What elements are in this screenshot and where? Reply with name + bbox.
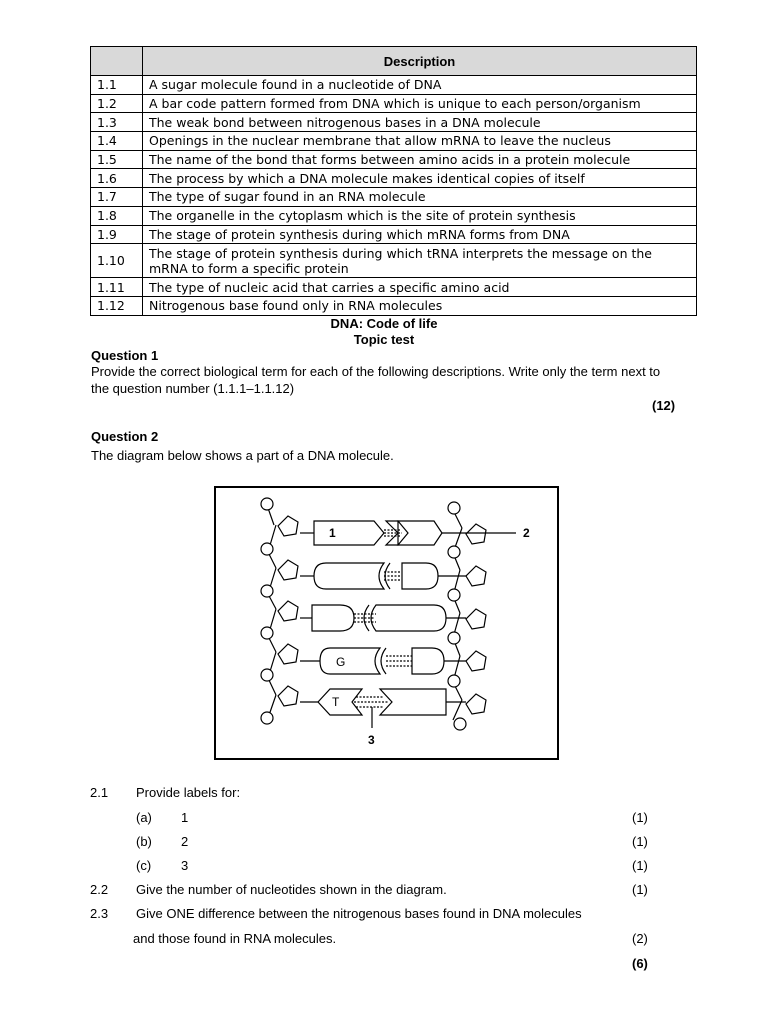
question1-heading: Question 1	[91, 348, 159, 363]
row-number: 1.5	[91, 150, 143, 169]
q2-1b-marks: (1)	[632, 834, 648, 849]
q2-1a-num: (a)	[136, 810, 152, 825]
row-description: The process by which a DNA molecule makes identical copies of itself	[143, 169, 697, 188]
q2-1-num: 2.1	[90, 785, 109, 800]
table-row	[91, 94, 697, 113]
table-row	[91, 150, 697, 169]
q2-1b-text: 2	[181, 834, 189, 849]
table-row	[91, 244, 697, 278]
diagram-label-1: 1	[329, 526, 336, 540]
diagram-label-2: 2	[523, 526, 530, 540]
table-row	[91, 113, 697, 132]
row-description: The stage of protein synthesis during which mRNA forms from DNA	[143, 225, 697, 244]
diagram-label-3: 3	[368, 733, 375, 747]
q2-1c-marks: (1)	[632, 858, 648, 873]
row-number: 1.9	[91, 225, 143, 244]
base-g	[320, 648, 380, 674]
q2-3-num: 2.3	[90, 906, 109, 921]
row-number: 1.6	[91, 169, 143, 188]
row-number: 1.4	[91, 132, 143, 151]
dna-diagram-svg	[216, 488, 557, 758]
page-subtitle: Topic test	[353, 332, 415, 347]
q2-1c-text: 3	[181, 858, 189, 873]
q2-2-text: Give the number of nucleotides shown in the diagram.	[136, 882, 447, 897]
q2-3-marks: (2)	[632, 931, 648, 946]
diagram-label-t: T	[332, 695, 340, 709]
q2-1a-text: 1	[181, 810, 189, 825]
row-description: A sugar molecule found in a nucleotide of DNA	[143, 76, 697, 95]
q2-3-text-cont: and those found in RNA molecules.	[133, 931, 337, 946]
row-number: 1.7	[91, 188, 143, 207]
row-description: Nitrogenous base found only in RNA molecules	[143, 296, 697, 315]
q2-1a-marks: (1)	[632, 810, 648, 825]
table-row	[91, 206, 697, 225]
diagram-label-g: G	[336, 655, 346, 669]
row-number: 1.2	[91, 94, 143, 113]
question1-text: Provide the correct biological term for each of the following descriptions. Write only the term next to the question number (1.1.1–1.1.12)	[91, 364, 661, 396]
row-number: 1.12	[91, 296, 143, 315]
table-header-description: Description	[143, 47, 697, 76]
row-description: A bar code pattern formed from DNA which is unique to each person/organism	[143, 94, 697, 113]
row-description: The stage of protein synthesis during which tRNA interprets the message on the mRNA to form a specific protein	[143, 244, 697, 278]
q2-2-marks: (1)	[632, 882, 648, 897]
table-row	[91, 76, 697, 95]
question2-intro: The diagram below shows a part of a DNA molecule.	[91, 448, 394, 463]
q2-2-num: 2.2	[90, 882, 109, 897]
row-description: Openings in the nuclear membrane that allow mRNA to leave the nucleus	[143, 132, 697, 151]
question2-total-marks: (6)	[632, 956, 648, 971]
question2-heading: Question 2	[91, 429, 159, 444]
base-1	[314, 521, 384, 545]
q2-1b-num: (b)	[136, 834, 152, 849]
row-description: The weak bond between nitrogenous bases in a DNA molecule	[143, 113, 697, 132]
q2-1-text: Provide labels for:	[136, 785, 241, 800]
row-description: The type of nucleic acid that carries a specific amino acid	[143, 278, 697, 297]
table-row	[91, 188, 697, 207]
row-number: 1.10	[91, 244, 143, 278]
row-description: The type of sugar found in an RNA molecule	[143, 188, 697, 207]
row-number: 1.8	[91, 206, 143, 225]
row-number: 1.3	[91, 113, 143, 132]
table-row	[91, 225, 697, 244]
q2-1c-num: (c)	[136, 858, 152, 873]
table-row	[91, 169, 697, 188]
row-description: The organelle in the cytoplasm which is the site of protein synthesis	[143, 206, 697, 225]
right-backbone	[448, 502, 486, 730]
table-row	[91, 132, 697, 151]
row-number: 1.11	[91, 278, 143, 297]
terms-table	[90, 46, 697, 316]
table-row	[91, 296, 697, 315]
page-title: DNA: Code of life	[330, 316, 438, 331]
question1-marks: (12)	[652, 398, 676, 413]
left-backbone	[261, 498, 298, 724]
q2-3-text: Give ONE difference between the nitrogenous bases found in DNA molecules	[136, 906, 582, 921]
table-header-row	[91, 47, 697, 76]
dna-diagram	[214, 486, 559, 760]
row-description: The name of the bond that forms between amino acids in a protein molecule	[143, 150, 697, 169]
table-row	[91, 278, 697, 297]
row-number: 1.1	[91, 76, 143, 95]
table-header-num	[91, 47, 143, 76]
